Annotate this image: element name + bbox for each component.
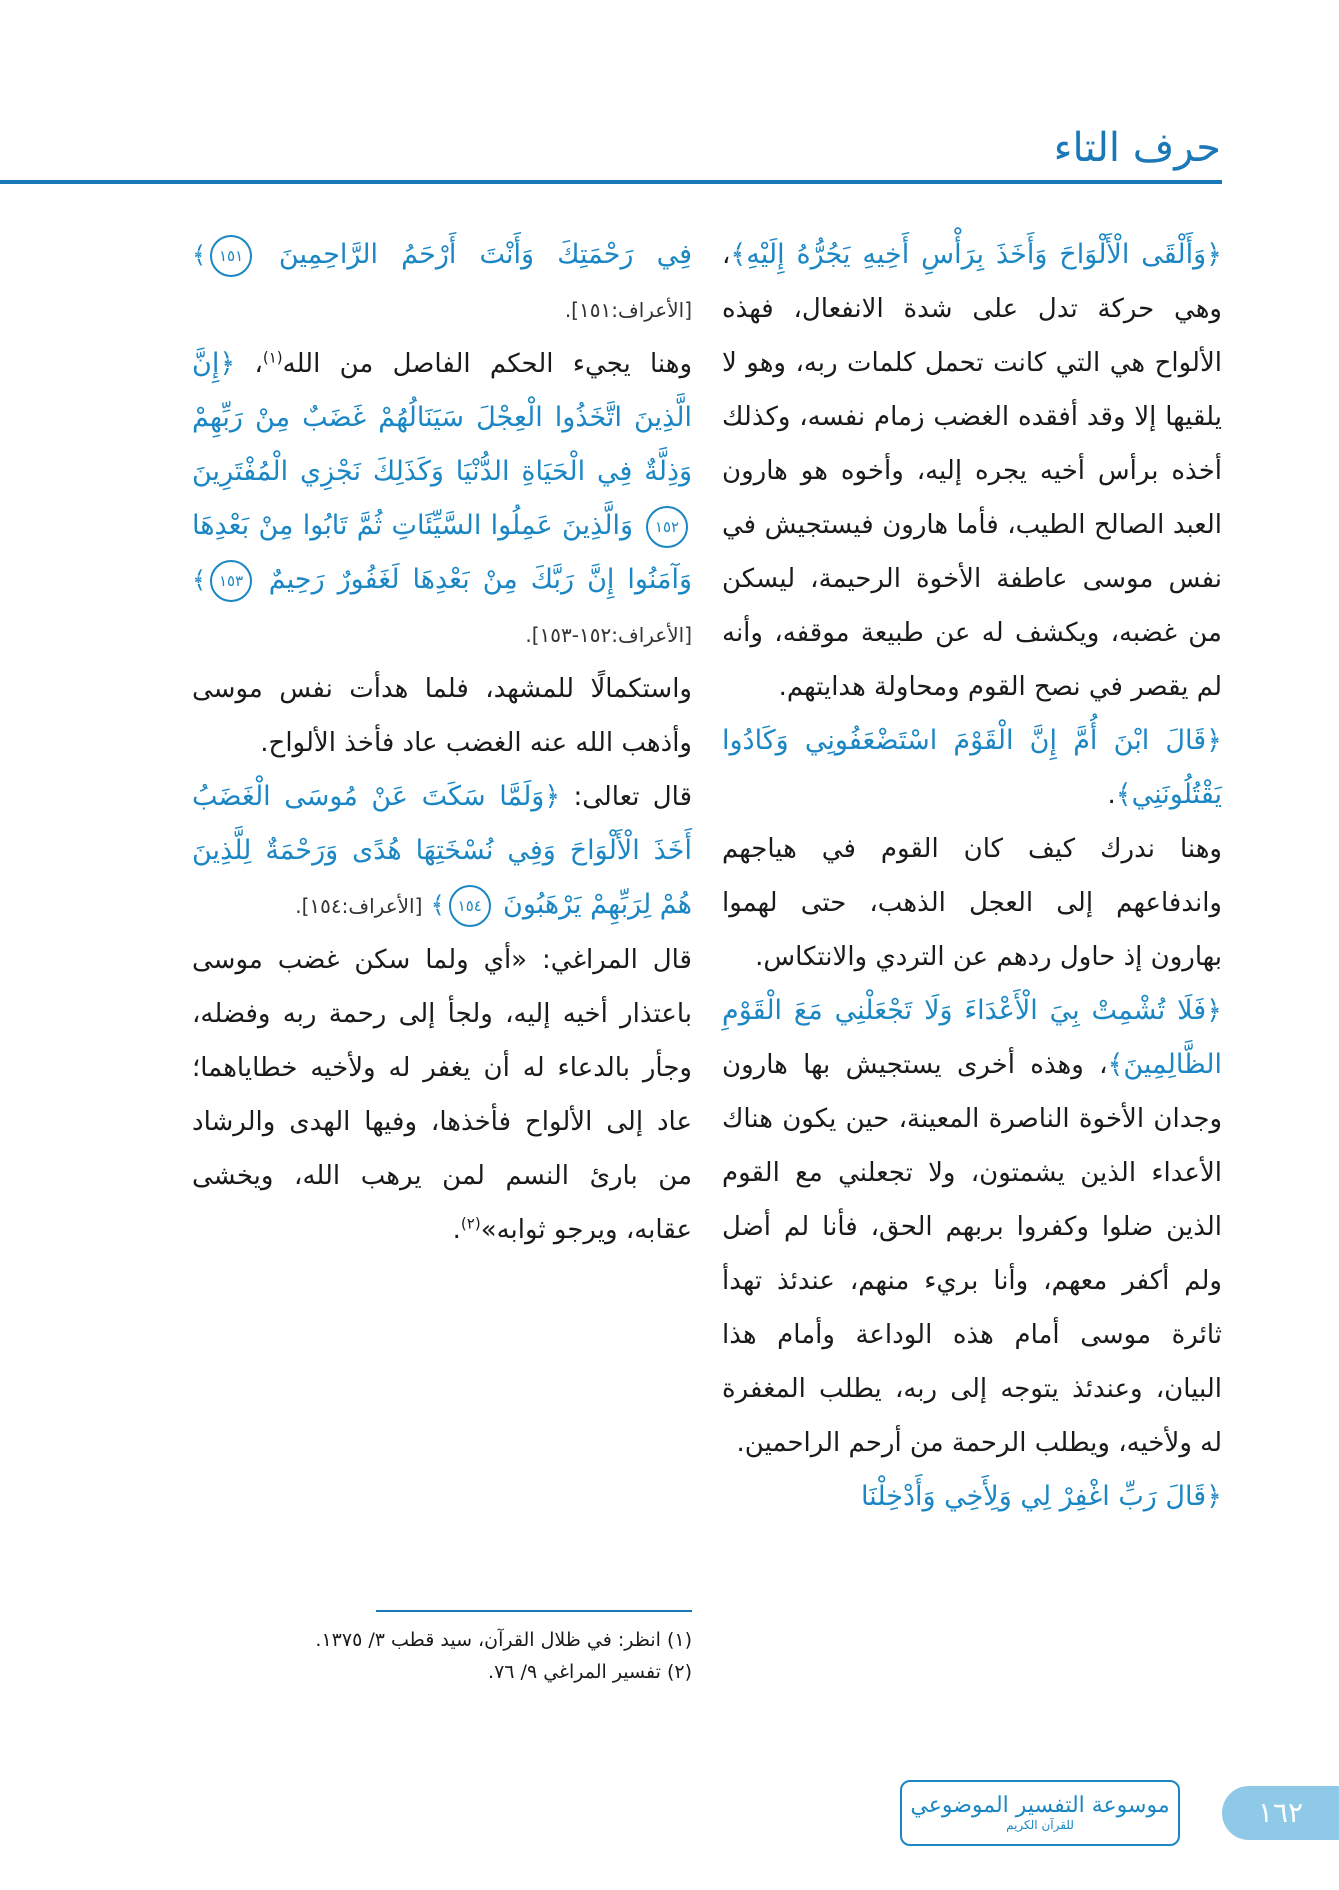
footnote bbox=[192, 1624, 692, 1656]
footnotes bbox=[192, 1624, 692, 1688]
paragraph bbox=[722, 822, 1222, 984]
paragraph-text: وهنا ندرك كيف كان القوم في هياجهم واندفاعهم إلى العجل الذهب، حتى لهموا بهارون إذ حاول ردهم عن التردي والانتكاس. bbox=[722, 834, 1222, 972]
paragraph-text: قال تعالى: bbox=[573, 782, 692, 812]
paragraph bbox=[722, 1470, 1222, 1524]
paragraph-text: واستكمالًا للمشهد، فلما هدأت نفس موسى وأذهب الله عنه الغضب عاد فأخذ الألواح. bbox=[192, 674, 692, 758]
encyclopedia-logo bbox=[900, 1780, 1180, 1846]
quran-verse: ﴿قَالَ ابْنَ أُمَّ إِنَّ الْقَوْمَ اسْتَضْعَفُونِي وَكَادُوا يَقْتُلُونَنِي﴾ bbox=[722, 725, 1222, 810]
footnote-text: تفسير المراغي ٩/ ٧٦. bbox=[488, 1661, 661, 1683]
closing-bracket-ornament: ﴾ bbox=[430, 891, 445, 919]
page-number: ١٦٢ bbox=[1222, 1786, 1339, 1840]
paragraph bbox=[192, 770, 692, 933]
quran-verse: ﴿إِنَّ الَّذِينَ اتَّخَذُوا الْعِجْلَ سَيَنَالُهُمْ غَضَبٌ مِنْ رَبِّهِمْ وَذِلَّةٌ فِي الْحَيَاةِ الدُّنْيَا وَكَذَلِكَ نَجْزِي الْمُفْتَرِينَ bbox=[192, 348, 692, 487]
paragraph: قال المراغي: «أي ولما سكن غضب موسى باعتذار أخيه إليه، ولجأ إلى رحمة ربه وفضله، وجأر بالدعاء له أن يغفر له ولأخيه خطاياهما؛ عاد إلى الألواح فأخذها، وفيها الهدى والرشاد من بارئ النسم لمن يرهب الله، ويخشى عقابه، ويرجو ثوابه»$^{(٢)}$. bbox=[192, 945, 692, 1245]
paragraph: ﴿قَالَ ابْنَ أُمَّ إِنَّ الْقَوْمَ اسْتَضْعَفُونِي وَكَادُوا يَقْتُلُونَنِي﴾. bbox=[722, 725, 1222, 810]
logo-title: موسوعة التفسير الموضوعي bbox=[910, 1792, 1170, 1818]
verse-number-badge: ١٥١ bbox=[210, 235, 252, 277]
verse-number-badge: ١٥٢ bbox=[646, 506, 688, 548]
footnote-number: (١) bbox=[666, 1629, 692, 1651]
quran-verse: ﴿فَلَا تُشْمِتْ بِيَ الْأَعْدَاءَ وَلَا تَجْعَلْنِي مَعَ الْقَوْمِ الظَّالِمِينَ﴾ bbox=[722, 995, 1222, 1080]
paragraph bbox=[722, 228, 1222, 714]
paragraph bbox=[722, 984, 1222, 1470]
footnote bbox=[192, 1656, 692, 1688]
verse-reference: [الأعراف:١٥٤]. bbox=[295, 894, 423, 918]
verse-reference: [الأعراف:١٥٢-١٥٣]. bbox=[525, 623, 692, 647]
footnote-marker[interactable]: (١) bbox=[262, 348, 283, 367]
paragraph-text: ، وهي حركة تدل على شدة الانفعال، فهذه الألواح هي التي كانت تحمل كلمات ربه، وهو لا يلقيها إلا وقد أفقده الغضب زمام نفسه، وكذلك أخذه برأس أخيه يجره إليه، وأخوه هو هارون العبد الصالح الطيب، فأما هارون فيستجيش في نفس موسى عاطفة الأخوة الرحيمة، ليسكن من غضبه، ويكشف له عن طبيعة موقفه، وأنه لم يقصر في نصح القوم ومحاولة هدايتهم. bbox=[722, 240, 1222, 702]
quran-verse: ﴿قَالَ رَبِّ اغْفِرْ لِي وَلِأَخِي وَأَدْخِلْنَا bbox=[860, 1481, 1222, 1512]
paragraph-text: قال المراغي: «أي ولما سكن غضب موسى باعتذار أخيه إليه، ولجأ إلى رحمة ربه وفضله، وجأر بالدعاء له أن يغفر له ولأخيه خطاياهما؛ عاد إلى الألواح فأخذها، وفيها الهدى والرشاد من بارئ النسم لمن يرهب الله، ويخشى عقابه، ويرجو ثوابه» bbox=[192, 945, 692, 1245]
paragraph bbox=[192, 662, 692, 770]
paragraph-text: ، وهذه أخرى يستجيش بها هارون وجدان الأخوة الناصرة المعينة، حين يكون هناك الأعداء الذين يشمتون، ولا تجعلني مع القوم الذين ضلوا وكفروا بربهم الحق، فأنا لم أضل ولم أكفر معهم، وأنا بريء منهم، عندئذ تهدأ ثائرة موسى أمام هذه الوداعة وأمام هذا البيان، وعندئذ يتوجه إلى ربه، يطلب المغفرة له ولأخيه، ويطلب الرحمة من أرحم الراحمين. bbox=[722, 1050, 1222, 1458]
paragraph bbox=[192, 228, 692, 337]
header-divider bbox=[0, 180, 1222, 184]
left-column bbox=[192, 228, 692, 1257]
chapter-title: حرف التاء bbox=[1053, 125, 1221, 171]
verse-number-badge: ١٥٣ bbox=[210, 560, 252, 602]
verse-number-badge: ١٥٤ bbox=[449, 885, 491, 927]
footnote-number: (٢) bbox=[666, 1661, 692, 1683]
quran-verse: فِي رَحْمَتِكَ وَأَنْتَ أَرْحَمُ الرَّاحِمِينَ bbox=[278, 239, 692, 270]
quran-verse: ﴿وَأَلْقَى الْأَلْوَاحَ وَأَخَذَ بِرَأْسِ أَخِيهِ يَجُرُّهُ إِلَيْهِ﴾ bbox=[730, 239, 1222, 270]
footnote-text: انظر: في ظلال القرآن، سيد قطب ٣/ ١٣٧٥. bbox=[315, 1629, 661, 1651]
logo-subtitle: للقرآن الكريم bbox=[1006, 1817, 1074, 1832]
paragraph: وهنا يجيء الحكم الفاصل من الله$^{(١)}$، ﴿إِنَّ الَّذِينَ اتَّخَذُوا الْعِجْلَ سَيَنَالُهُمْ غَضَبٌ مِنْ رَبِّهِمْ وَذِلَّةٌ فِي الْحَيَاةِ الدُّنْيَا وَكَذَلِكَ نَجْزِي الْمُفْتَرِينَ ١٥٢ وَالَّذِينَ عَمِلُوا السَّيِّئَاتِ ثُمَّ تَابُوا مِنْ بَعْدِهَا وَآمَنُوا إِنَّ رَبَّكَ مِنْ بَعْدِهَا لَغَفُورٌ رَحِيمٌ ١٥٣﴾ [الأعراف:١٥٢-١٥٣]. bbox=[192, 348, 693, 647]
closing-bracket-ornament: ﴾ bbox=[192, 241, 207, 269]
verse-reference: [الأعراف:١٥١]. bbox=[564, 298, 692, 322]
footnote-divider bbox=[376, 1610, 692, 1612]
right-column bbox=[722, 228, 1222, 1524]
paragraph-text: وهنا يجيء الحكم الفاصل من الله bbox=[282, 349, 693, 379]
quran-verse: وَالَّذِينَ عَمِلُوا السَّيِّئَاتِ ثُمَّ تَابُوا مِنْ بَعْدِهَا وَآمَنُوا إِنَّ رَبَّكَ مِنْ بَعْدِهَا لَغَفُورٌ رَحِيمٌ bbox=[192, 510, 693, 595]
footnote-marker[interactable]: (٢) bbox=[460, 1214, 481, 1233]
closing-bracket-ornament: ﴾ bbox=[192, 566, 207, 594]
quran-verse: ﴿وَلَمَّا سَكَتَ عَنْ مُوسَى الْغَضَبُ أَخَذَ الْأَلْوَاحَ وَفِي نُسْخَتِهَا هُدًى وَرَحْمَةٌ لِلَّذِينَ هُمْ لِرَبِّهِمْ يَرْهَبُونَ bbox=[192, 781, 692, 920]
